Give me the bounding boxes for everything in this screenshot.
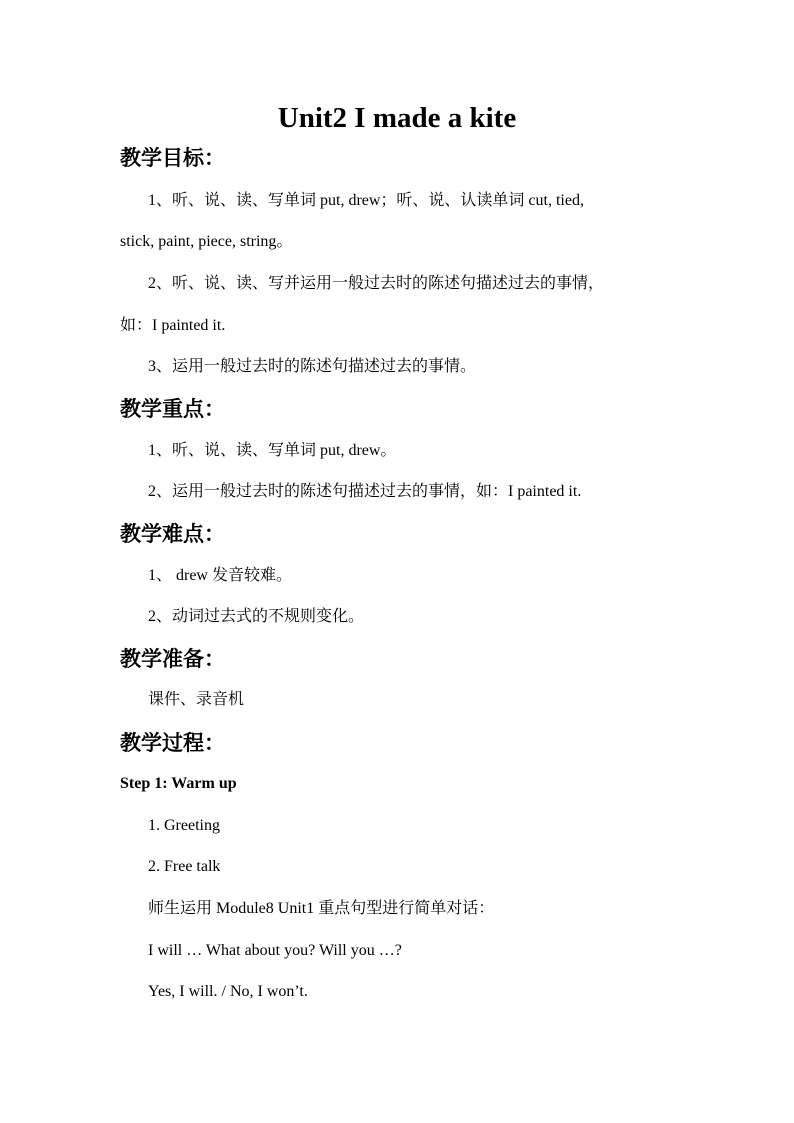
preparation-heading: 教学准备： <box>120 647 225 671</box>
free-talk-item: 2. Free talk <box>148 858 221 875</box>
key-points-heading: 教学重点： <box>120 397 225 421</box>
key-point-item-2: 2、运用一般过去时的陈述句描述过去的事情，如：I painted it. <box>148 483 582 500</box>
page-title: Unit2 I made a kite <box>277 102 517 134</box>
process-heading: 教学过程： <box>120 731 225 755</box>
greeting-item: 1. Greeting <box>148 817 220 834</box>
dialogue-intro: 师生运用 Module8 Unit1 重点句型进行简单对话： <box>148 900 495 917</box>
preparation-text: 课件、录音机 <box>148 691 245 708</box>
objective-item-1: 1、听、说、读、写单词 put, drew；听、说、认读单词 cut, tied, <box>148 192 584 209</box>
objective-item-2: 2、听、说、读、写并运用一般过去时的陈述句描述过去的事情， <box>148 275 605 292</box>
objective-item-3: 3、运用一般过去时的陈述句描述过去的事情。 <box>148 358 477 375</box>
difficulties-heading: 教学难点： <box>120 522 225 546</box>
objectives-heading: 教学目标： <box>120 146 225 170</box>
difficulty-item-1: 1、 drew 发音较难。 <box>148 567 292 584</box>
key-point-item-1: 1、听、说、读、写单词 put, drew。 <box>148 442 397 459</box>
difficulty-item-2: 2、动词过去式的不规则变化。 <box>148 608 365 625</box>
step-1-heading: Step 1: Warm up <box>120 775 237 792</box>
objective-item-1-cont: stick, paint, piece, string。 <box>120 233 293 250</box>
dialogue-answer: Yes, I will. / No, I won’t. <box>148 983 308 1000</box>
objective-item-2-cont: 如：I painted it. <box>120 317 226 334</box>
dialogue-question: I will … What about you? Will you …? <box>148 942 402 959</box>
